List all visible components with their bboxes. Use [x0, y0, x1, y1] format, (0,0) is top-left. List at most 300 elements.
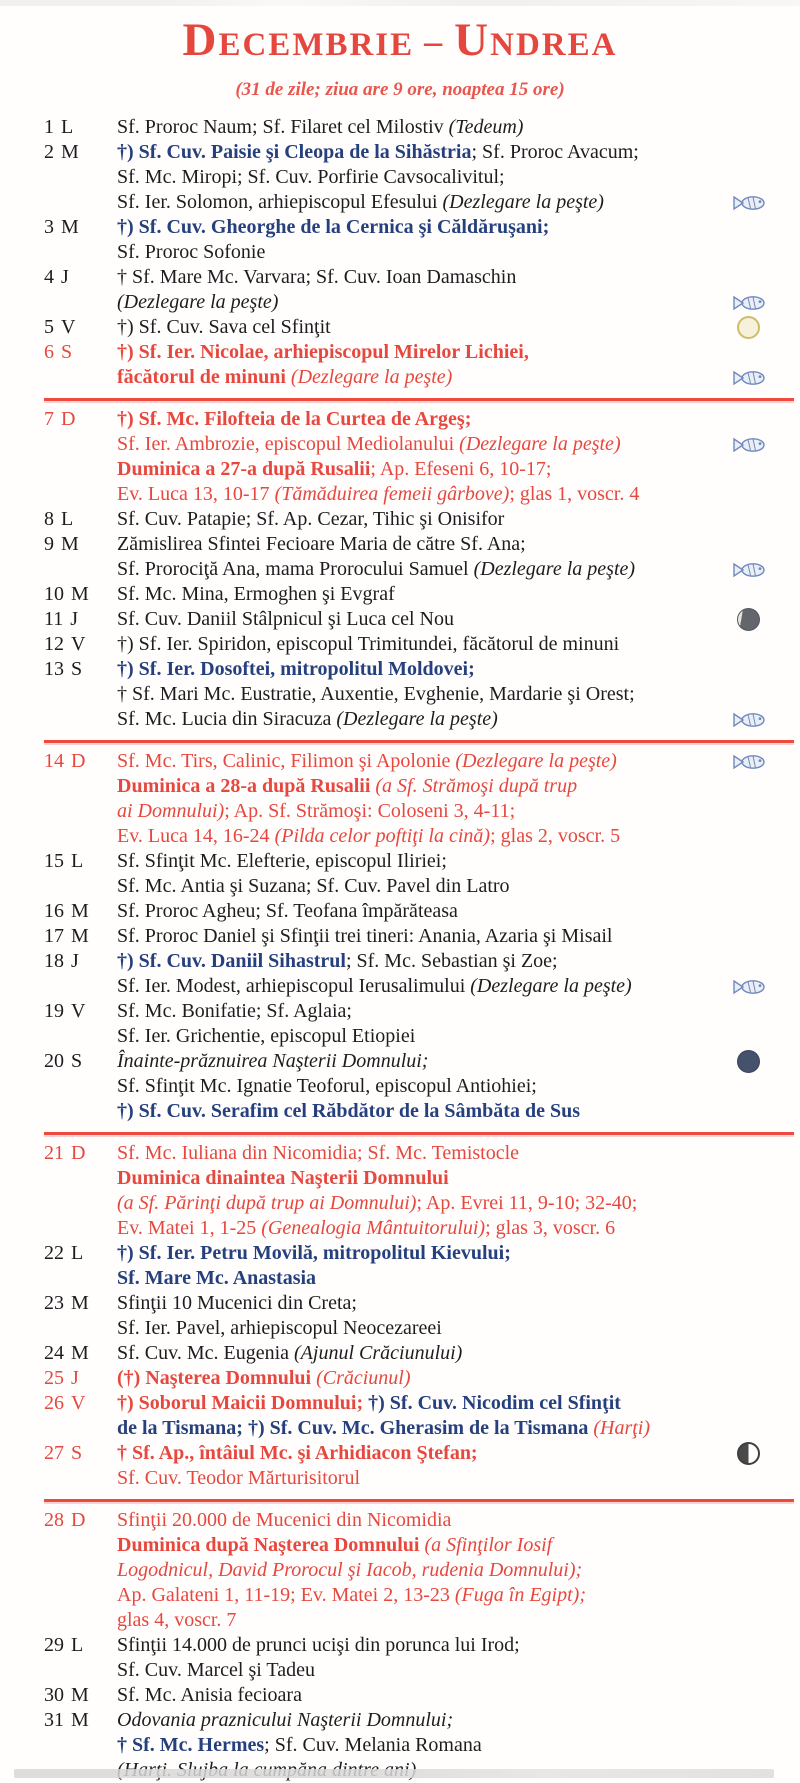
entry-text-segment: Sf. Sfinţit Mc. Ignatie Teoforul, episcopul Antiohiei; — [117, 1075, 537, 1097]
entry-line — [117, 365, 800, 390]
entry-lines — [117, 1391, 800, 1441]
weekday-letter: V — [71, 1000, 86, 1022]
entry-text-segment: Sfinţii 20.000 de Mucenici din Nicomidia — [117, 1509, 452, 1531]
entry-line — [117, 1416, 800, 1441]
entry-line — [117, 874, 800, 899]
entry-text-segment: (Dezlegare la peşte) — [470, 975, 632, 997]
entry-text-segment: Logodnicul, David Prorocul şi Iacob, rudenia Domnului); — [117, 1559, 583, 1581]
waning-moon-icon — [737, 608, 760, 631]
entry-text-segment: †) Sf. Ier. Spiridon, episcopul Trimitundei, făcătorul de minuni — [117, 633, 620, 655]
entry-text-segment: (Fuga în Egipt); — [454, 1584, 586, 1606]
entry-text-segment: †) Sf. Ier. Dosoftei, mitropolitul Moldovei; — [117, 658, 475, 680]
entry-text-segment: Sf. Mc. Bonifatie; Sf. Aglaia; — [117, 1000, 352, 1022]
sunday-separator-rule — [44, 398, 794, 401]
entry-line — [117, 290, 800, 315]
entry-lines — [117, 582, 800, 607]
fish-icon — [733, 561, 767, 579]
entry-lines — [117, 315, 800, 340]
entry-text-segment: ; Sf. Mc. Sebastian şi Zoe; — [345, 950, 558, 972]
day-number: 28 — [44, 1509, 64, 1531]
calendar-entry — [44, 407, 800, 507]
entry-line — [117, 774, 800, 799]
day-label — [44, 532, 117, 557]
calendar-entry — [44, 1241, 800, 1291]
entry-text-segment: Sf. Ier. Grichentie, episcopul Etiopiei — [117, 1025, 416, 1047]
weekday-letter: M — [71, 900, 89, 922]
page-bottom-scan-edge — [14, 1769, 774, 1778]
entry-line — [117, 1216, 800, 1241]
entry-line — [117, 315, 800, 340]
entry-line — [117, 1608, 800, 1633]
entry-text-segment: Duminica a 27-a după Rusalii — [117, 458, 371, 480]
entry-text-segment: (Harţi) — [593, 1417, 651, 1439]
entry-text-segment: (Dezlegare la peşte) — [442, 191, 604, 213]
entry-text-segment: (Genealogia Mântuitorului) — [261, 1217, 486, 1239]
entry-text-segment: Sf. Mare Mc. Anastasia — [117, 1267, 317, 1289]
entry-text-segment: (Dezlegare la peşte) — [473, 558, 636, 580]
weekday-letter: M — [71, 1709, 89, 1731]
calendar-entry — [44, 1508, 800, 1633]
calendar-entry — [44, 1341, 800, 1366]
entry-text-segment: †) Sf. Cuv. Nicodim cel Sfinţit — [368, 1392, 621, 1414]
entry-text-segment: †) Sf. Mc. Filofteia de la Curtea de Argeş; — [117, 408, 472, 430]
entry-line — [117, 824, 800, 849]
calendar-entry — [44, 265, 800, 315]
sunday-separator-rule — [44, 1132, 794, 1135]
weekday-letter: J — [70, 608, 79, 630]
day-label — [44, 1141, 117, 1166]
entry-text-segment: Duminica a 28-a după Rusalii — [117, 775, 376, 797]
entry-text-segment: ; glas 3, voscr. 6 — [485, 1217, 616, 1239]
entry-text-segment: Sf. Proroc Naum; Sf. Filaret cel Milostiv — [117, 116, 449, 138]
entry-line — [117, 1166, 800, 1191]
entry-lines — [117, 140, 800, 215]
entry-text-segment: Sf. Mc. Lucia din Siracuza — [117, 708, 337, 730]
day-number: 5 — [44, 316, 54, 338]
day-label — [44, 632, 117, 657]
day-number: 15 — [44, 850, 64, 872]
fish-icon — [733, 711, 767, 729]
entry-text-segment: (Dezlegare la peşte) — [459, 433, 621, 455]
entry-lines — [117, 1508, 800, 1633]
entry-text-segment: (Tedeum) — [448, 116, 524, 138]
entry-text-segment: Sf. Mc. Tirs, Calinic, Filimon şi Apolonie — [117, 750, 456, 772]
entry-text-segment: Sf. Ier. Modest, arhiepiscopul Ierusalimului — [117, 975, 471, 997]
entry-text-segment: de la Tismana; †) Sf. Cuv. Mc. Gherasim de la Tismana — [117, 1417, 594, 1439]
entry-text-segment: ai Domnului) — [117, 800, 225, 822]
entry-lines — [117, 1341, 800, 1366]
entry-line — [117, 432, 800, 457]
calendar-entry — [44, 582, 800, 607]
entry-line — [117, 407, 800, 432]
weekday-letter: S — [71, 658, 83, 680]
entry-line — [117, 482, 800, 507]
entry-line — [117, 1099, 800, 1124]
entry-lines — [117, 749, 800, 849]
weekday-letter: D — [71, 1142, 86, 1164]
day-number: 12 — [44, 633, 64, 655]
day-number: 19 — [44, 1000, 64, 1022]
sunday-separator-rule — [44, 740, 794, 743]
day-label — [44, 407, 117, 432]
entry-lines — [117, 507, 800, 532]
entry-line — [117, 1191, 800, 1216]
day-label — [44, 949, 117, 974]
entry-line — [117, 1049, 800, 1074]
entry-line — [117, 949, 800, 974]
entry-line — [117, 115, 800, 140]
entry-line — [117, 1291, 800, 1316]
page-header — [0, 0, 800, 101]
fish-icon — [733, 194, 767, 212]
entry-lines — [117, 215, 800, 265]
day-label — [44, 849, 117, 874]
calendar-entry — [44, 115, 800, 140]
page-title — [0, 14, 800, 77]
weekday-letter: J — [61, 266, 69, 288]
weekday-letter: L — [71, 1634, 84, 1656]
entry-text-segment: † Sf. Ap., întâiul Mc. şi Arhidiacon Ştefan; — [117, 1442, 478, 1464]
weekday-letter: L — [71, 850, 84, 872]
entry-text-segment: †) Sf. Cuv. Gheorghe de la Cernica şi Căldăruşani; — [117, 216, 550, 238]
entry-line — [117, 1441, 800, 1466]
weekday-letter: L — [71, 1242, 84, 1264]
entry-lines — [117, 265, 800, 315]
entry-line — [117, 1658, 800, 1683]
calendar-entry — [44, 1366, 800, 1391]
entry-line — [117, 707, 800, 732]
entry-text-segment: Sf. Cuv. Patapie; Sf. Ap. Cezar, Tihic şi Onisifor — [117, 508, 505, 530]
month-name-ro: DECEMBRIE — [182, 14, 415, 66]
weekday-letter: V — [71, 633, 86, 655]
weekday-letter: S — [71, 1442, 83, 1464]
entry-text-segment: Sf. Ier. Solomon, arhiepiscopul Efesului — [117, 191, 443, 213]
calendar-entry — [44, 1441, 800, 1491]
day-label — [44, 340, 117, 365]
entry-line — [117, 749, 800, 774]
entry-text-segment: † Sf. Mare Mc. Varvara; Sf. Cuv. Ioan Damaschin — [117, 266, 517, 288]
new-moon-icon — [737, 1050, 760, 1073]
entry-text-segment: (Ajunul Crăciunului) — [294, 1342, 463, 1364]
weekday-letter: S — [61, 341, 73, 363]
day-label — [44, 265, 117, 290]
entry-text-segment: Duminica după Naşterea Domnului — [117, 1534, 425, 1556]
entry-line — [117, 1074, 800, 1099]
entry-text-segment: † Sf. Mc. Hermes — [117, 1734, 265, 1756]
entry-lines — [117, 1241, 800, 1291]
weekday-letter: D — [71, 1509, 86, 1531]
entry-line — [117, 1141, 800, 1166]
day-label — [44, 1441, 117, 1466]
weekday-letter: V — [61, 316, 76, 338]
day-label — [44, 924, 117, 949]
month-name-folk: UNDREA — [454, 14, 618, 66]
entry-text-segment: Sf. Cuv. Teodor Mărturisitorul — [117, 1467, 361, 1489]
weekday-letter: M — [71, 1292, 89, 1314]
day-number: 24 — [44, 1342, 64, 1364]
entry-lines — [117, 657, 800, 732]
entry-line — [117, 899, 800, 924]
day-number: 22 — [44, 1242, 64, 1264]
day-label — [44, 1683, 117, 1708]
day-label — [44, 1508, 117, 1533]
entry-line — [117, 557, 800, 582]
calendar-entry — [44, 340, 800, 390]
day-number: 13 — [44, 658, 64, 680]
entry-text-segment: †) Sf. Cuv. Serafim cel Răbdător de la Sâmbăta de Sus — [117, 1100, 580, 1122]
entry-lines — [117, 1366, 800, 1391]
day-label — [44, 749, 117, 774]
entry-text-segment: Sf. Sfinţit Mc. Elefterie, episcopul Iliriei; — [117, 850, 447, 872]
day-number: 25 — [44, 1367, 64, 1389]
day-label — [44, 215, 117, 240]
entry-lines — [117, 632, 800, 657]
entry-line — [117, 607, 800, 632]
entry-line — [117, 657, 800, 682]
sunday-separator-rule — [44, 1499, 794, 1502]
calendar-entry — [44, 999, 800, 1049]
title-dash: – — [424, 21, 445, 61]
weekday-letter: M — [71, 583, 89, 605]
entry-line — [117, 582, 800, 607]
weekday-letter: M — [61, 533, 79, 555]
weekday-letter: D — [71, 750, 86, 772]
entry-line — [117, 1583, 800, 1608]
entry-line — [117, 165, 800, 190]
entry-line — [117, 1508, 800, 1533]
weekday-letter: M — [71, 925, 89, 947]
calendar-entry — [44, 215, 800, 265]
day-label — [44, 899, 117, 924]
entry-line — [117, 240, 800, 265]
day-label — [44, 140, 117, 165]
entry-text-segment: †) Sf. Cuv. Daniil Sihastrul — [117, 950, 346, 972]
entry-line — [117, 924, 800, 949]
entry-text-segment: Ev. Luca 13, 10-17 — [117, 483, 275, 505]
day-number: 11 — [44, 608, 64, 630]
day-number: 14 — [44, 750, 64, 772]
entry-lines — [117, 1441, 800, 1491]
weekday-letter: S — [71, 1050, 83, 1072]
entry-text-segment: (a Sf. Strămoşi după trup — [375, 775, 578, 797]
day-label — [44, 1366, 117, 1391]
day-label — [44, 1633, 117, 1658]
calendar-entry — [44, 749, 800, 849]
entry-text-segment: Sf. Mc. Miropi; Sf. Cuv. Porfirie Cavsocalivitul; — [117, 166, 505, 188]
day-number: 26 — [44, 1392, 64, 1414]
day-label — [44, 607, 117, 632]
entry-text-segment: Sf. Proroc Sofonie — [117, 241, 266, 263]
entry-text-segment: ; glas 1, voscr. 4 — [509, 483, 640, 505]
entry-text-segment: †) Sf. Cuv. Paisie şi Cleopa de la Sihăstria — [117, 141, 472, 163]
entry-text-segment: (a Sfinţilor Iosif — [424, 1534, 553, 1556]
weekday-letter: M — [71, 1684, 89, 1706]
calendar-entry — [44, 1049, 800, 1124]
entry-line — [117, 140, 800, 165]
entry-line — [117, 849, 800, 874]
fish-icon — [733, 436, 767, 454]
entry-text-segment: Ev. Luca 14, 16-24 — [117, 825, 275, 847]
weekday-letter: M — [61, 216, 79, 238]
entry-text-segment: (Dezlegare la peşte) — [117, 291, 279, 313]
entry-text-segment: Sf. Prorociţă Ana, mama Prorocului Samuel — [117, 558, 474, 580]
entry-line — [117, 190, 800, 215]
entry-lines — [117, 532, 800, 582]
fish-icon — [733, 294, 767, 312]
day-number: 10 — [44, 583, 64, 605]
entry-line — [117, 1466, 800, 1491]
calendar-entry — [44, 532, 800, 582]
entry-line — [117, 1533, 800, 1558]
day-number: 18 — [44, 950, 64, 972]
calendar-entry — [44, 1633, 800, 1683]
entry-text-segment: (a Sf. Părinţi după trup ai Domnului) — [117, 1192, 417, 1214]
calendar-entry — [44, 140, 800, 215]
calendar-entry — [44, 924, 800, 949]
day-label — [44, 315, 117, 340]
entry-line — [117, 1558, 800, 1583]
weekday-letter: L — [61, 508, 74, 530]
calendar-entry — [44, 657, 800, 732]
entry-text-segment: Sf. Proroc Agheu; Sf. Teofana împărăteasa — [117, 900, 458, 922]
day-number: 27 — [44, 1442, 64, 1464]
entry-text-segment: Odovania praznicului Naşterii Domnului; — [117, 1709, 454, 1731]
entry-lines — [117, 999, 800, 1049]
entry-text-segment: făcătorul de minuni — [117, 366, 291, 388]
day-number: 16 — [44, 900, 64, 922]
day-number: 29 — [44, 1634, 64, 1656]
entry-line — [117, 1366, 800, 1391]
entry-lines — [117, 1291, 800, 1341]
calendar-entry — [44, 1683, 800, 1708]
entry-lines — [117, 1049, 800, 1124]
full-moon-icon — [737, 316, 760, 339]
weekday-letter: L — [61, 116, 74, 138]
page-subtitle: (31 de zile; ziua are 9 ore, noaptea 15 ore) — [235, 79, 565, 100]
entry-text-segment: Sf. Mc. Mina, Ermoghen şi Evgraf — [117, 583, 395, 605]
fish-icon — [733, 978, 767, 996]
entry-text-segment: Sf. Ier. Ambrozie, episcopul Mediolanului — [117, 433, 460, 455]
day-label — [44, 1291, 117, 1316]
entry-text-segment: †) Sf. Cuv. Sava cel Sfinţit — [117, 316, 331, 338]
entry-line — [117, 1341, 800, 1366]
day-label — [44, 999, 117, 1024]
entry-text-segment: Sf. Mc. Iuliana din Nicomidia; Sf. Mc. Temistocle — [117, 1142, 520, 1164]
entry-lines — [117, 607, 800, 632]
entry-text-segment: (Pilda celor poftiţi la cină) — [274, 825, 491, 847]
entry-line — [117, 1266, 800, 1291]
entry-line — [117, 215, 800, 240]
fish-icon — [733, 369, 767, 387]
calendar-entries — [0, 115, 800, 1783]
entry-text-segment: † Sf. Mari Mc. Eustratie, Auxentie, Evghenie, Mardarie şi Orest; — [117, 683, 635, 705]
entry-text-segment: Sf. Mc. Anisia fecioara — [117, 1684, 302, 1706]
entry-line — [117, 799, 800, 824]
entry-line — [117, 999, 800, 1024]
entry-text-segment: Înainte-prăznuirea Naşterii Domnului; — [117, 1050, 429, 1072]
entry-text-segment: Sf. Ier. Pavel, arhiepiscopul Neocezareei — [117, 1317, 442, 1339]
entry-line — [117, 974, 800, 999]
entry-text-segment: Sfinţii 10 Mucenici din Creta; — [117, 1292, 357, 1314]
weekday-letter: M — [71, 1342, 89, 1364]
entry-line — [117, 265, 800, 290]
entry-lines — [117, 340, 800, 390]
entry-line — [117, 1708, 800, 1733]
day-number: 30 — [44, 1684, 64, 1706]
entry-text-segment: ; Sf. Proroc Avacum; — [471, 141, 639, 163]
weekday-letter: M — [61, 141, 79, 163]
entry-text-segment: (Dezlegare la peşte) — [290, 366, 453, 388]
calendar-entry — [44, 899, 800, 924]
entry-text-segment: †) Sf. Ier. Nicolae, arhiepiscopul Mirelor Lichiei, — [117, 341, 529, 363]
entry-text-segment: (†) Naşterea Domnului — [117, 1367, 317, 1389]
entry-line — [117, 1241, 800, 1266]
entry-text-segment: ; Ap. Efeseni 6, 10-17; — [370, 458, 552, 480]
entry-lines — [117, 849, 800, 899]
entry-text-segment: Sf. Cuv. Marcel şi Tadeu — [117, 1659, 316, 1681]
entry-text-segment: (Dezlegare la peşte) — [455, 750, 617, 772]
weekday-letter: J — [71, 1367, 79, 1389]
day-number: 3 — [44, 216, 54, 238]
day-number: 1 — [44, 116, 54, 138]
day-number: 23 — [44, 1292, 64, 1314]
entry-line — [117, 340, 800, 365]
entry-text-segment: Sf. Cuv. Daniil Stâlpnicul şi Luca cel Nou — [117, 608, 454, 630]
day-label — [44, 582, 117, 607]
fish-icon — [733, 753, 767, 771]
entry-text-segment: Ap. Galateni 1, 11-19; Ev. Matei 2, 13-23 — [117, 1584, 455, 1606]
calendar-entry — [44, 849, 800, 899]
entry-line — [117, 1683, 800, 1708]
entry-line — [117, 532, 800, 557]
entry-lines — [117, 407, 800, 507]
day-number: 9 — [44, 533, 54, 555]
entry-line — [117, 1633, 800, 1658]
entry-line — [117, 1024, 800, 1049]
calendar-entry — [44, 949, 800, 999]
entry-text-segment: (Crăciunul) — [316, 1367, 411, 1389]
entry-text-segment: ; glas 2, voscr. 5 — [490, 825, 621, 847]
entry-lines — [117, 899, 800, 924]
calendar-entry — [44, 507, 800, 532]
day-label — [44, 507, 117, 532]
entry-text-segment: Ev. Matei 1, 1-25 — [117, 1217, 262, 1239]
weekday-letter: D — [61, 408, 76, 430]
day-number: 4 — [44, 266, 54, 288]
day-number: 17 — [44, 925, 64, 947]
entry-line — [117, 1316, 800, 1341]
calendar-entry — [44, 1141, 800, 1241]
day-number: 7 — [44, 408, 54, 430]
entry-text-segment: (Tămăduirea femeii gârbove) — [274, 483, 510, 505]
entry-lines — [117, 1683, 800, 1708]
entry-text-segment: Sfinţii 14.000 de prunci ucişi din porunca lui Irod; — [117, 1634, 520, 1656]
day-label — [44, 657, 117, 682]
day-label — [44, 115, 117, 140]
day-label — [44, 1049, 117, 1074]
weekday-letter: J — [71, 950, 79, 972]
weekday-letter: V — [71, 1392, 86, 1414]
day-number: 6 — [44, 341, 54, 363]
entry-text-segment: †) Soborul Maicii Domnului; — [117, 1392, 369, 1414]
entry-line — [117, 457, 800, 482]
entry-text-segment: Duminica dinaintea Naşterii Domnului — [117, 1167, 449, 1189]
entry-text-segment: glas 4, voscr. 7 — [117, 1609, 237, 1631]
entry-text-segment: Sf. Mc. Antia şi Suzana; Sf. Cuv. Pavel din Latro — [117, 875, 510, 897]
day-number: 8 — [44, 508, 54, 530]
calendar-entry — [44, 632, 800, 657]
entry-text-segment: (Dezlegare la peşte) — [336, 708, 498, 730]
